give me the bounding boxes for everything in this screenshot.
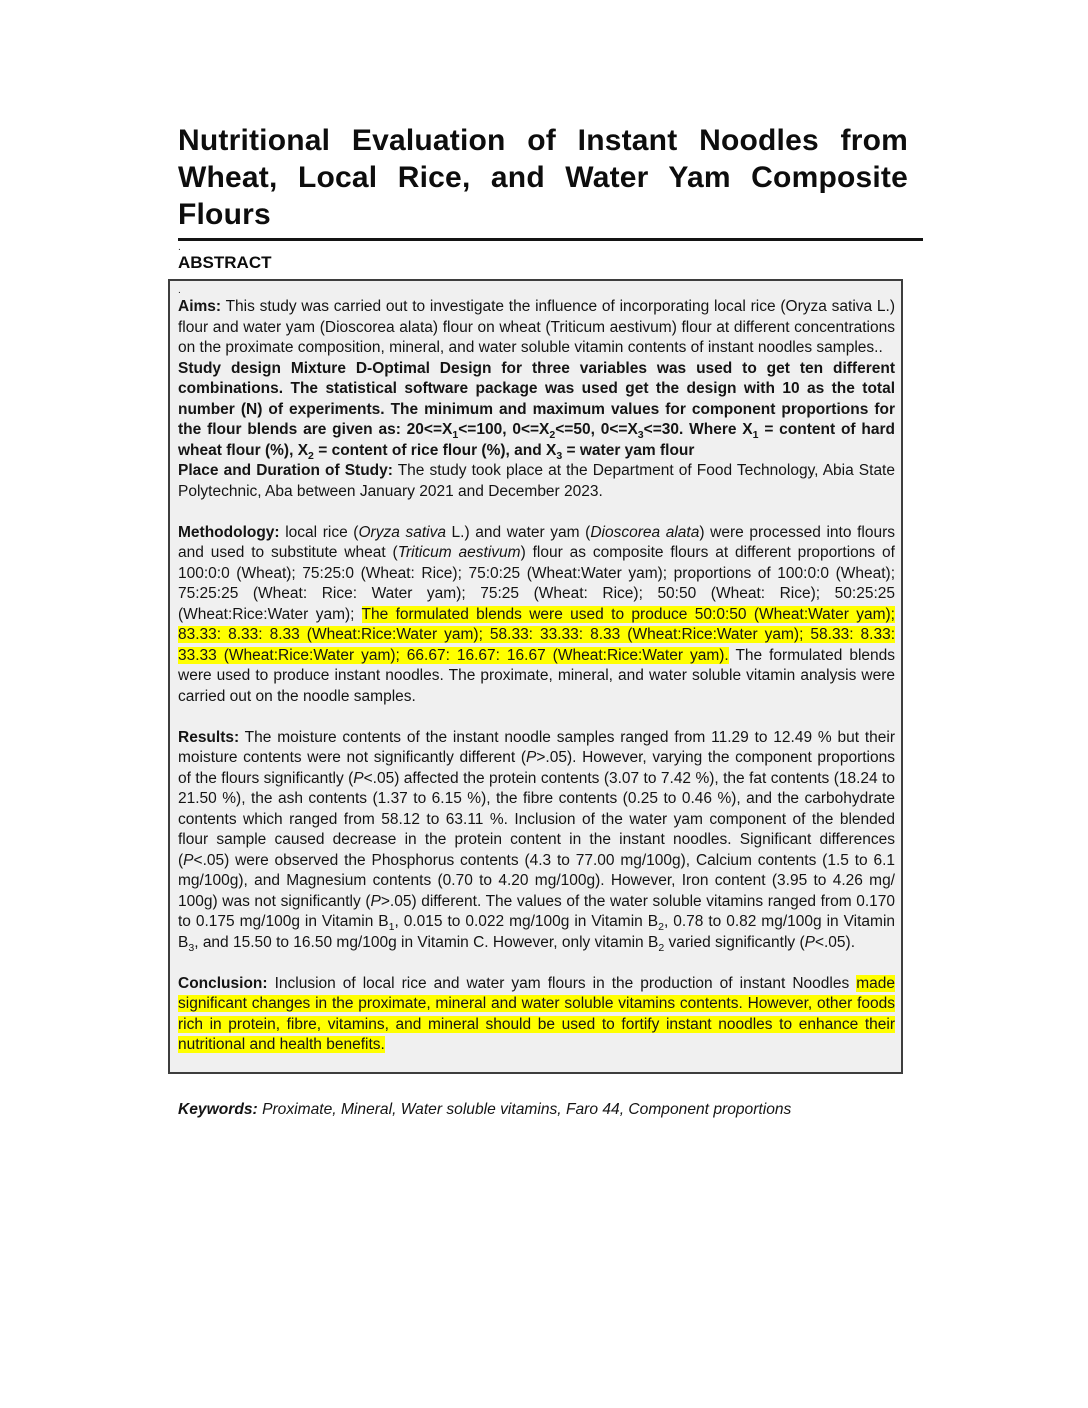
text-run: 2 [658, 921, 664, 934]
text-run: <.05) were observed the Phosphorus contents (4.3 to 77.00 mg/100g), Calcium contents (1.5 to 6.1 mg/100g), and Magnesium contents (0.70 to 4.20 mg/100g). However, Iron content (3.95 to 4.26 mg/ 100g) was not significantly ( [178, 851, 895, 910]
text-run: >.05) different. The values of the water soluble vitamins ranged from 0.170 to 0.175 mg/100g in Vitamin B [178, 892, 896, 930]
text-run: The moisture contents of the instant noodle samples ranged from 11.29 to 12.49 % but their moisture contents were not significantly different ( [178, 728, 895, 766]
text-run: Conclusion: [178, 974, 268, 992]
text-run: = content of rice flour (%), and X [313, 441, 557, 459]
abstract-paragraph-conclusion [178, 974, 895, 1056]
stray-period: . [178, 242, 181, 253]
text-run: ) flour as composite flours at different proportions of 100:0:0 (Wheat); 75:25:0 (Wheat: Rice); 75:0:25 (Wheat:Water yam); proportions of 100:0:0 (Wheat); 75:25:25 (Wheat: Rice: Water yam); 75:25 (Wheat: Rice); 50:50 (Wheat: Rice); 50:25:25 (Wheat:Rice:Water yam); [178, 544, 895, 623]
keywords-text: Proximate, Mineral, Water soluble vitamins, Faro 44, Component proportions [262, 1100, 792, 1118]
text-run: This study was carried out to investigate the influence of incorporating local rice (Oryza sativa L.) flour and water yam (Dioscorea alata) flour on wheat (Triticum aestivum) flour at different concentrations on the proximate composition, mineral, and water soluble vitamin contents of instant noodles samples.. [178, 298, 895, 356]
text-run: 1 [452, 429, 459, 442]
text-run: local rice ( [279, 523, 359, 541]
text-run: 1 [752, 429, 759, 442]
text-run: L.) and water yam ( [445, 523, 591, 541]
text-run: The formulated blends were used to produce instant noodles. The proximate, mineral, and water soluble vitamin analysis were carried out on the noodle samples. [178, 646, 895, 705]
text-run: Oryza sativa [358, 523, 446, 541]
text-run: , 0.015 to 0.022 mg/100g in Vitamin B [394, 913, 659, 930]
text-run: = water yam flour [562, 441, 695, 459]
paper-title: Nutritional Evaluation of Instant Noodles from Wheat, Local Rice, and Water Yam Composite Flours [178, 124, 908, 231]
text-run: 3 [188, 941, 195, 954]
text-run: 2 [658, 941, 665, 954]
abstract-paragraph-aims [178, 297, 895, 359]
text-run: P [804, 933, 815, 951]
text-run: . [178, 285, 181, 296]
text-run: ) were processed into flours and used to substitute wheat ( [178, 523, 896, 561]
abstract-paragraph-results [178, 728, 895, 954]
abstract-paragraph-methodology [178, 523, 895, 708]
abstract-paragraph-spacer-3 [178, 953, 895, 974]
text-run: Results: [178, 728, 240, 746]
text-run: P [370, 892, 381, 910]
keywords-line [178, 1100, 930, 1120]
abstract-paragraph-place-duration [178, 461, 895, 502]
abstract-heading: ABSTRACT [178, 253, 272, 272]
abstract-box [168, 279, 903, 1074]
abstract-paragraph-study-design [178, 359, 895, 462]
text-run: <=100, 0<=X [458, 421, 550, 438]
text-run: P [526, 749, 537, 766]
text-run: <=30. Where X [643, 421, 753, 438]
text-run: The formulated blends were used to produce 50:0:50 (Wheat:Water yam); 83.33: 8.33: 8.33 (Wheat:Rice:Water yam); 58.33: 33.33: 8.33 (Wheat:Rice:Water yam); 58.33: 8.33: 33.33 (Wheat:Rice:Water yam); 66.67: 16.67: 16.67 (Wheat:Rice:Water yam). [178, 605, 895, 664]
text-run: <=50, 0<=X [555, 421, 638, 438]
keywords-label: Keywords: [178, 1100, 258, 1118]
text-run: , 0.78 to 0.82 mg/100g in Vitamin B [178, 913, 896, 951]
text-run: varied significantly ( [664, 933, 805, 951]
text-run: Inclusion of local rice and water yam flours in the production of instant Noodles [267, 974, 857, 992]
abstract-paragraph-leading-dot [178, 284, 895, 297]
text-run: 3 [637, 429, 644, 442]
text-run: Study design Mixture D-Optimal Design for three variables was used to get ten different combinations. The statistical software package was used get the design with 10 as the total number (N) of experiments. The minimum and maximum values for component proportions for the flour blends are given as: 20<=X [178, 359, 895, 438]
text-run: <.05) affected the protein contents (3.07 to 7.42 %), the fat contents (18.24 to 21.50 %), the ash contents (1.37 to 6.15 %), the fibre contents (0.25 to 0.46 %), and the carbohydrate contents which ranged from 58.12 to 63.11 %. Inclusion of the water yam component of the blended flour sample caused decrease in the protein content in the instant noodles. Significant differences ( [178, 769, 895, 869]
text-run: >.05). However, varying the component proportions of the flours significantly ( [178, 749, 895, 787]
text-run: The study took place at the Department of Food Technology, Abia State Polytechnic, Aba between January 2021 and December 2023. [178, 462, 895, 500]
text-run: Methodology: [178, 523, 280, 541]
text-run: 1 [388, 921, 395, 934]
text-run: Triticum aestivum [397, 544, 521, 561]
text-run: Place and Duration of Study: [178, 462, 393, 479]
text-run: P [183, 851, 194, 869]
text-run: Aims: [178, 298, 222, 315]
text-run: 2 [549, 429, 556, 442]
text-run: 3 [556, 449, 563, 462]
text-run: made significant changes in the proximate, mineral and water soluble vitamins contents. However, other foods rich in protein, fibre, vitamins, and mineral should be used to fortify instant noodles to enhance their nutritional and health benefits. [178, 974, 895, 1053]
abstract-paragraph-spacer-2 [178, 707, 895, 728]
text-run: = content of hard wheat flour (%), X [178, 421, 895, 459]
text-run: P [353, 769, 364, 787]
text-run: 2 [308, 449, 314, 462]
text-run: <.05). [814, 933, 856, 951]
text-run: Dioscorea alata [590, 523, 700, 541]
abstract-paragraph-spacer-1 [178, 502, 895, 523]
page-content [168, 122, 930, 1120]
title-underline [178, 238, 923, 241]
text-run: , and 15.50 to 16.50 mg/100g in Vitamin C. However, only vitamin B [194, 933, 659, 951]
